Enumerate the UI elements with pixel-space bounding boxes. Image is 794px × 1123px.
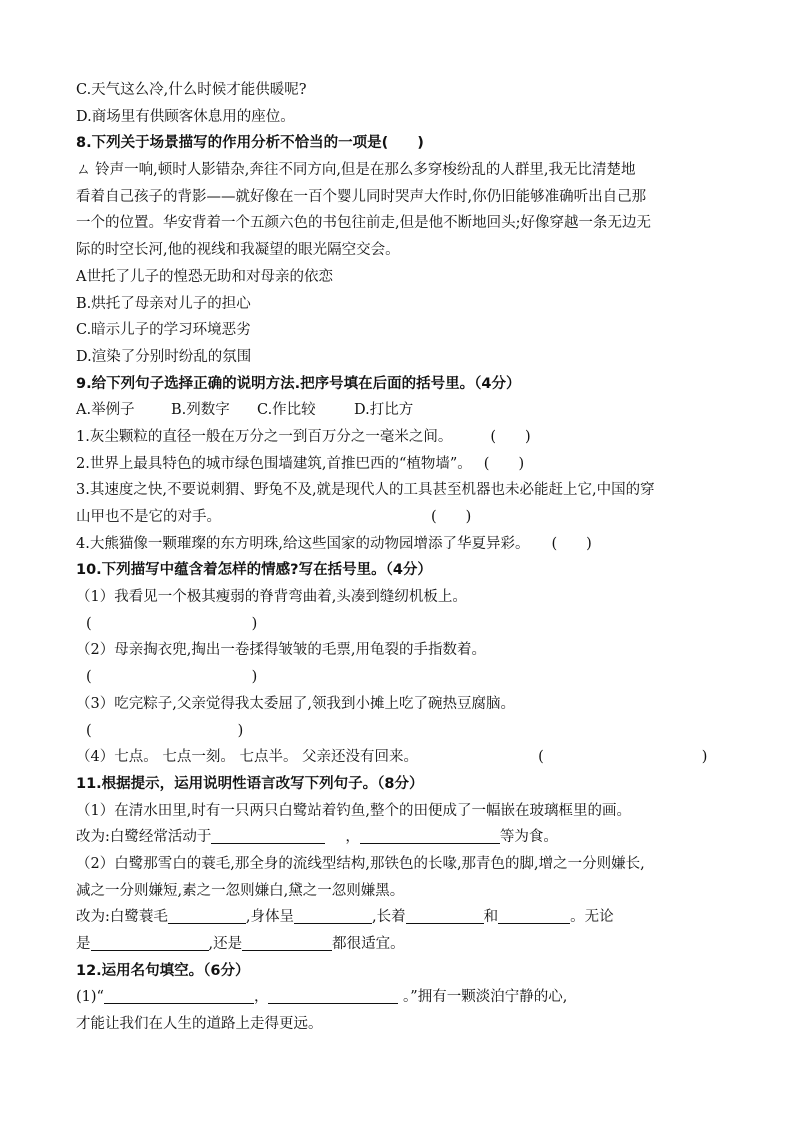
blank-input[interactable] bbox=[268, 987, 398, 1004]
text: 。无论 bbox=[570, 909, 614, 926]
question-9-item-3-text: 山甲也不是它的对手。 bbox=[76, 509, 221, 525]
question-10-title: 10.下列描写中蕴含着怎样的情感?写在括号里。（4分） bbox=[76, 562, 432, 579]
question-9-item-4 bbox=[76, 531, 726, 558]
blank-input[interactable] bbox=[211, 827, 325, 844]
text: 都很适宜。 bbox=[332, 936, 405, 952]
question-12-title: 12.运用名句填空。（6分） bbox=[76, 962, 250, 979]
question-11-title: 11.根据提示，运用说明性语言改写下列句子。（8分） bbox=[76, 775, 424, 792]
question-11-item-2a: （2）白鹭那雪白的蓑毛,那全身的流线型结构,那铁色的长喙,那青色的脚,增之一分则嫌长, bbox=[76, 855, 645, 872]
text: (1)“ bbox=[76, 989, 104, 1006]
blank-input[interactable] bbox=[104, 987, 254, 1004]
question-8-passage-line-4: 际的时空长河,他的视线和我凝望的眼光隔空交会。 bbox=[76, 242, 400, 259]
question-9-item-4-text: 4.大熊猫像一颗璀璨的东方明珠,给这些国家的动物园增添了华夏异彩。 bbox=[76, 535, 530, 552]
paren-open: ( bbox=[86, 669, 92, 686]
question-8-option-c: C.暗示儿子的学习环境恶劣 bbox=[76, 322, 251, 339]
question-9-options bbox=[76, 397, 726, 424]
paren-close: ) bbox=[237, 722, 244, 739]
exam-page bbox=[76, 77, 726, 1038]
text: 。”拥有一颗淡泊宁静的心, bbox=[398, 989, 568, 1006]
paren-open[interactable]: ( bbox=[538, 749, 544, 766]
method-a: A.举例子 bbox=[76, 402, 135, 419]
question-8-passage-line-3: 一个的位置。华安背着一个五颜六色的书包往前走,但是他不断地回头;好像穿越一条无边无 bbox=[76, 215, 651, 232]
option-d: D.商场里有供顾客休息用的座位。 bbox=[76, 108, 295, 125]
question-11-answer-2a bbox=[76, 904, 726, 931]
question-9-item-3a: 3.其速度之快,不要说刺猬、野兔不及,就是现代人的工具甚至机器也未必能赶上它,中国的穿 bbox=[76, 482, 655, 499]
method-d: D.打比方 bbox=[354, 402, 414, 419]
text: ,身体呈 bbox=[245, 909, 294, 926]
question-10-item-4 bbox=[76, 744, 726, 771]
option-c: C.天气这么冷,什么时候才能供暖呢? bbox=[76, 82, 307, 98]
question-12-item-1 bbox=[76, 984, 726, 1011]
question-8-option-b: B.烘托了母亲对儿子的担心 bbox=[76, 295, 251, 312]
paren-close[interactable]: ) bbox=[701, 749, 708, 766]
answer-paren-10-2[interactable] bbox=[76, 664, 726, 691]
question-11-item-2b: 减之一分则嫌短,素之一忽则嫌白,黛之一忽则嫌黑。 bbox=[76, 882, 405, 899]
blank-input[interactable] bbox=[406, 907, 484, 924]
method-b: B.列数字 bbox=[171, 402, 230, 419]
question-11-answer-2b bbox=[76, 931, 726, 958]
question-9-item-1 bbox=[76, 424, 726, 451]
question-8-passage-line-1: ㄙ 铃声一响,顿时人影错杂,奔往不同方向,但是在那么多穿梭纷乱的人群里,我无比清楚地 bbox=[76, 162, 636, 179]
blank-input[interactable] bbox=[498, 907, 570, 924]
blank-input[interactable] bbox=[91, 934, 209, 951]
answer-paren-9-4[interactable]: ( ) bbox=[551, 535, 592, 552]
question-11-answer-1 bbox=[76, 824, 726, 851]
paren-open: ( bbox=[86, 615, 92, 632]
question-11-item-1: （1）在清水田里,时有一只两只白鹭站着钓鱼,整个的田便成了一幅嵌在玻璃框里的画。 bbox=[76, 802, 631, 819]
paren-close: ) bbox=[251, 669, 258, 686]
answer-paren-10-3[interactable] bbox=[76, 718, 726, 745]
method-c: C.作比较 bbox=[257, 402, 316, 419]
answer-paren-9-1[interactable]: ( ) bbox=[490, 428, 531, 445]
question-9-item-1-text: 1.灰尘颗粒的直径一般在万分之一到百万分之一毫米之间。 bbox=[76, 428, 453, 445]
question-8-option-a: A世托了儿子的惶恐无助和对母亲的依恋 bbox=[76, 268, 333, 285]
text: ,长着 bbox=[372, 909, 406, 926]
suffix-text: 等为食。 bbox=[499, 829, 558, 846]
label-rewrite: 改为:白鹭经常活动于 bbox=[76, 829, 212, 846]
question-10-item-2: （2）母亲掏衣兜,掏出一卷揉得皱皱的毛票,用龟裂的手指数着。 bbox=[76, 642, 486, 659]
question-9-title: 9.给下列句子选择正确的说明方法.把序号填在后面的括号里。（4分） bbox=[76, 375, 521, 392]
text: ， bbox=[253, 989, 269, 1006]
question-10-item-4-text: （4）七点。 七点一刻。 七点半。 父亲还没有回来。 bbox=[76, 749, 419, 766]
answer-paren-9-3[interactable]: ( ) bbox=[431, 509, 472, 525]
blank-input[interactable] bbox=[360, 827, 500, 844]
question-10-item-1: （1）我看见一个极其瘦弱的脊背弯曲着,头凑到缝纫机板上。 bbox=[76, 589, 467, 606]
question-8-passage-line-2: 看着自己孩子的背影——就好像在一百个婴儿同时哭声大作时,你仍旧能够准确听出自己那 bbox=[76, 188, 647, 205]
answer-paren-10-1[interactable] bbox=[76, 611, 726, 638]
blank-input[interactable] bbox=[242, 934, 332, 951]
question-8-title: 8.下列关于场景描写的作用分析不恰当的一项是( ) bbox=[76, 135, 424, 152]
answer-paren-9-2[interactable]: ( ) bbox=[483, 455, 525, 472]
paren-close: ) bbox=[251, 615, 258, 632]
label-rewrite: 改为:白鹭蓑毛 bbox=[76, 909, 168, 926]
question-12-item-1-continued: 才能让我们在人生的道路上走得更远。 bbox=[76, 1016, 323, 1033]
text: ,还是 bbox=[208, 936, 243, 952]
separator: ， bbox=[345, 829, 360, 846]
question-9-item-2 bbox=[76, 451, 726, 478]
text: 和 bbox=[483, 909, 499, 926]
question-9-item-2-text: 2.世界上最具特色的城市绿色围墙建筑,首推巴西的“植物墙”。 bbox=[76, 455, 472, 472]
text: 是 bbox=[76, 936, 91, 952]
blank-input[interactable] bbox=[168, 907, 246, 924]
blank-input[interactable] bbox=[294, 907, 372, 924]
question-8-option-d: D.渲染了分别时纷乱的氛围 bbox=[76, 348, 252, 365]
question-10-item-3: （3）吃完粽子,父亲觉得我太委屈了,领我到小摊上吃了碗热豆腐脑。 bbox=[76, 695, 515, 712]
question-9-item-3b bbox=[76, 504, 726, 531]
paren-open: ( bbox=[86, 722, 92, 739]
